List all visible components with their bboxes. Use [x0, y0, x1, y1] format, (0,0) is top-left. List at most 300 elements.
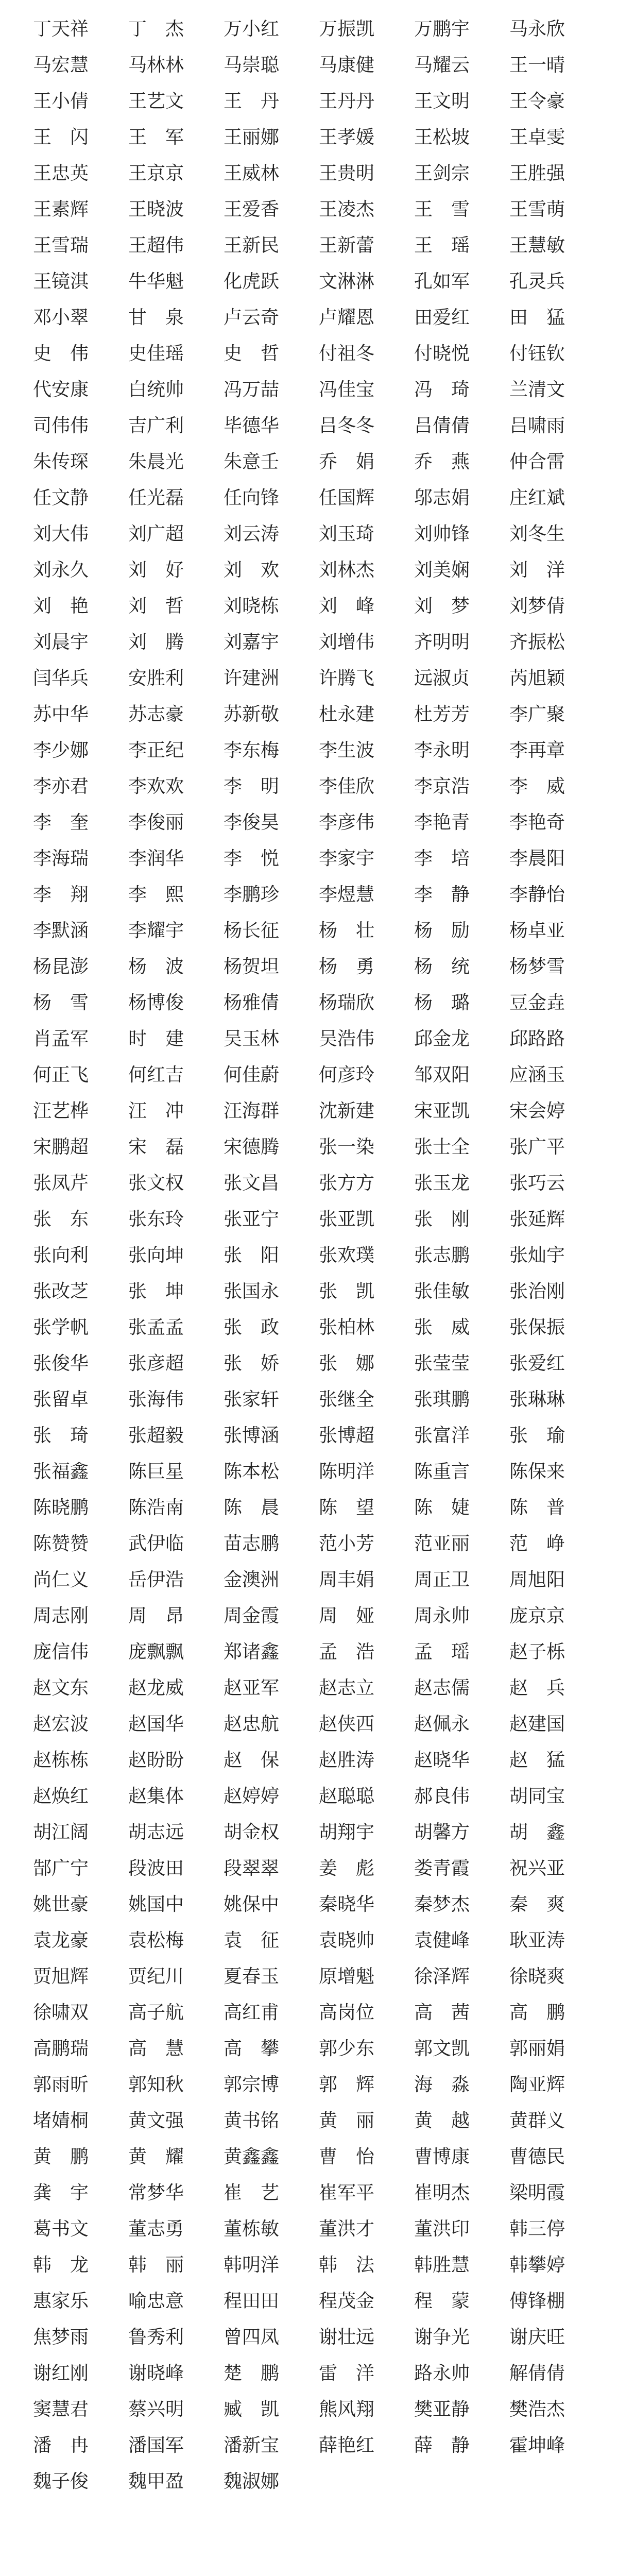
- name-entry: 姚保中: [224, 1894, 280, 1915]
- name-entry: 程田田: [224, 2291, 280, 2312]
- name-entry: 袁健峰: [414, 1930, 470, 1951]
- name-entry: 张琪鹏: [414, 1389, 470, 1410]
- name-entry: 陈 晨: [224, 1497, 280, 1518]
- name-entry: 潘国军: [128, 2435, 184, 2456]
- name-entry: 周 昂: [128, 1605, 184, 1626]
- name-entry: 汪艺桦: [33, 1100, 89, 1122]
- name-entry: 乔 娟: [319, 451, 375, 472]
- name-entry: 李俊昊: [224, 812, 280, 833]
- name-entry: 韩明洋: [224, 2255, 280, 2276]
- name-entry: 郑诸鑫: [224, 1641, 280, 1663]
- name-entry: 任光磊: [128, 487, 184, 509]
- name-entry: 雷 洋: [319, 2363, 375, 2384]
- name-entry: 程茂金: [319, 2291, 375, 2312]
- name-entry: 崔明杰: [414, 2182, 470, 2204]
- name-entry: 张 坤: [128, 1281, 184, 1302]
- name-entry: 齐明明: [414, 632, 470, 653]
- name-entry: 高 鹏: [509, 2002, 565, 2023]
- name-entry: 史佳瑶: [128, 343, 184, 364]
- name-entry: 姚世豪: [33, 1894, 89, 1915]
- name-entry: 张福鑫: [33, 1461, 89, 1482]
- name-entry: 刘美娴: [414, 560, 470, 581]
- name-entry: 闫华兵: [33, 668, 89, 689]
- name-entry: 姚国中: [128, 1894, 184, 1915]
- name-entry: 乔 燕: [414, 451, 470, 472]
- name-entry: 刘帅锋: [414, 523, 470, 545]
- name-entry: 张海伟: [128, 1389, 184, 1410]
- name-entry: 陈 婕: [414, 1497, 470, 1518]
- name-entry: 周金霞: [224, 1605, 280, 1626]
- name-entry: 杨 雪: [33, 992, 89, 1013]
- name-entry: 文淋淋: [319, 271, 375, 292]
- name-entry: 高 攀: [224, 2038, 280, 2059]
- name-entry: 陈赞赞: [33, 1533, 89, 1554]
- name-entry: 庞京京: [509, 1605, 565, 1626]
- name-entry: 秦晓华: [319, 1894, 375, 1915]
- name-entry: 王爱香: [224, 199, 280, 220]
- name-entry: 刘 欢: [224, 560, 280, 581]
- name-entry: 李永明: [414, 740, 470, 761]
- name-entry: 杨贺坦: [224, 956, 280, 977]
- name-entry: 王艺文: [128, 91, 184, 112]
- name-entry: 曾四凤: [224, 2327, 280, 2348]
- name-entry: 范小芳: [319, 1533, 375, 1554]
- name-entry: 张一染: [319, 1137, 375, 1158]
- name-entry: 冯 琦: [414, 379, 470, 400]
- name-entry: 张继全: [319, 1389, 375, 1410]
- name-entry: 张博超: [319, 1425, 375, 1446]
- name-entry: 袁龙豪: [33, 1930, 89, 1951]
- name-entry: 葛书文: [33, 2218, 89, 2240]
- name-entry: 刘广超: [128, 523, 184, 545]
- name-entry: 何红吉: [128, 1064, 184, 1086]
- name-entry: 段波田: [128, 1858, 184, 1879]
- name-entry: 杜永建: [319, 704, 375, 725]
- name-entry: 高红甫: [224, 2002, 280, 2023]
- name-entry: 潘 冉: [33, 2435, 89, 2456]
- name-entry: 沈新建: [319, 1100, 375, 1122]
- name-entry: 刘大伟: [33, 523, 89, 545]
- name-entry: 董洪印: [414, 2218, 470, 2240]
- name-entry: 李俊丽: [128, 812, 184, 833]
- name-entry: 何正飞: [33, 1064, 89, 1086]
- name-entry: 祝兴亚: [509, 1858, 565, 1879]
- name-entry: 刘 艳: [33, 596, 89, 617]
- name-entry: 应涵玉: [509, 1064, 565, 1086]
- name-entry: 甘 泉: [128, 307, 184, 328]
- name-entry: 马宏慧: [33, 55, 89, 76]
- name-entry: 张 政: [224, 1317, 280, 1338]
- name-entry: 秦 爽: [509, 1894, 565, 1915]
- name-entry: 杨梦雪: [509, 956, 565, 977]
- name-entry: 王 军: [128, 127, 184, 148]
- name-entry: 杨长征: [224, 920, 280, 941]
- name-entry: 王凌杰: [319, 199, 375, 220]
- name-entry: 李欢欢: [128, 776, 184, 797]
- name-entry: 陈重言: [414, 1461, 470, 1482]
- name-entry: 吉广利: [128, 415, 184, 436]
- name-entry: 赵盼盼: [128, 1750, 184, 1771]
- name-entry: 张 娇: [224, 1353, 280, 1374]
- name-entry: 刘 洋: [509, 560, 565, 581]
- name-entry: 刘 好: [128, 560, 184, 581]
- name-entry: 陈 普: [509, 1497, 565, 1518]
- name-entry: 汪海群: [224, 1100, 280, 1122]
- name-entry: 白统帅: [128, 379, 184, 400]
- name-entry: 卢云奇: [224, 307, 280, 328]
- name-entry: 刘晓栋: [224, 596, 280, 617]
- name-list: [33, 11, 605, 2500]
- name-entry: 宋会婷: [509, 1100, 565, 1122]
- name-entry: 杨瑞欣: [319, 992, 375, 1013]
- name-entry: 耿亚涛: [509, 1930, 565, 1951]
- name-entry: 魏甲盈: [128, 2471, 184, 2492]
- name-entry: 刘云涛: [224, 523, 280, 545]
- name-entry: 张学帆: [33, 1317, 89, 1338]
- name-entry: 焦梦雨: [33, 2327, 89, 2348]
- name-entry: 张方方: [319, 1173, 375, 1194]
- name-entry: 吕冬冬: [319, 415, 375, 436]
- name-entry: 杨 波: [128, 956, 184, 977]
- name-entry: 邓小翠: [33, 307, 89, 328]
- name-entry: 窦慧君: [33, 2399, 89, 2420]
- name-entry: 赵晓华: [414, 1750, 470, 1771]
- name-entry: 赵忠航: [224, 1714, 280, 1735]
- name-entry: 周志刚: [33, 1605, 89, 1626]
- name-entry: 汪 冲: [128, 1100, 184, 1122]
- name-entry: 王孝媛: [319, 127, 375, 148]
- name-entry: 薛艳红: [319, 2435, 375, 2456]
- name-entry: 高 慧: [128, 2038, 184, 2059]
- name-entry: 马林林: [128, 55, 184, 76]
- name-entry: 李艳奇: [509, 812, 565, 833]
- name-entry: 马耀云: [414, 55, 470, 76]
- name-entry: 吕啸雨: [509, 415, 565, 436]
- name-entry: 潘新宝: [224, 2435, 280, 2456]
- name-entry: 张 琦: [33, 1425, 89, 1446]
- name-entry: 刘冬生: [509, 523, 565, 545]
- name-entry: 肖孟军: [33, 1028, 89, 1049]
- name-entry: 郭少东: [319, 2038, 375, 2059]
- name-entry: 马永欣: [509, 19, 565, 40]
- name-entry: 王 闪: [33, 127, 89, 148]
- name-entry: 冯万喆: [224, 379, 280, 400]
- name-entry: 梁明霞: [509, 2182, 565, 2204]
- name-entry: 鲁秀利: [128, 2327, 184, 2348]
- name-entry: 张玉龙: [414, 1173, 470, 1194]
- name-entry: 李东梅: [224, 740, 280, 761]
- name-entry: 许建洲: [224, 668, 280, 689]
- name-entry: 惠家乐: [33, 2291, 89, 2312]
- name-entry: 王贵明: [319, 163, 375, 184]
- name-entry: 杨雅倩: [224, 992, 280, 1013]
- name-entry: 胡江阔: [33, 1822, 89, 1843]
- name-entry: 黄群义: [509, 2110, 565, 2131]
- name-entry: 崔 艺: [224, 2182, 280, 2204]
- name-entry: 张亚宁: [224, 1209, 280, 1230]
- name-entry: 王令豪: [509, 91, 565, 112]
- name-entry: 胡同宝: [509, 1786, 565, 1807]
- name-entry: 孔如军: [414, 271, 470, 292]
- name-entry: 牛华魁: [128, 271, 184, 292]
- name-entry: 刘梦倩: [509, 596, 565, 617]
- name-entry: 吴玉林: [224, 1028, 280, 1049]
- name-entry: 张孟孟: [128, 1317, 184, 1338]
- name-entry: 曹德民: [509, 2146, 565, 2167]
- name-entry: 路永帅: [414, 2363, 470, 2384]
- name-entry: 刘永久: [33, 560, 89, 581]
- name-entry: 张向利: [33, 1245, 89, 1266]
- name-entry: 韩胜慧: [414, 2255, 470, 2276]
- name-entry: 赵志儒: [414, 1677, 470, 1699]
- name-entry: 尚仁义: [33, 1569, 89, 1590]
- name-entry: 孔灵兵: [509, 271, 565, 292]
- name-entry: 张彦超: [128, 1353, 184, 1374]
- name-entry: 霍坤峰: [509, 2435, 565, 2456]
- name-entry: 张 东: [33, 1209, 89, 1230]
- name-entry: 孟 浩: [319, 1641, 375, 1663]
- name-entry: 张佳敏: [414, 1281, 470, 1302]
- name-entry: 赵焕红: [33, 1786, 89, 1807]
- name-entry: 王胜强: [509, 163, 565, 184]
- name-entry: 崔军平: [319, 2182, 375, 2204]
- name-entry: 李煜慧: [319, 884, 375, 905]
- name-entry: 徐泽辉: [414, 1966, 470, 1987]
- name-entry: 谢庆旺: [509, 2327, 565, 2348]
- name-entry: 龚 宇: [33, 2182, 89, 2204]
- name-entry: 郭 辉: [319, 2074, 375, 2095]
- name-entry: 王丽娜: [224, 127, 280, 148]
- name-entry: 王小倩: [33, 91, 89, 112]
- name-entry: 王镜淇: [33, 271, 89, 292]
- name-entry: 李 悦: [224, 848, 280, 869]
- name-entry: 李 威: [509, 776, 565, 797]
- name-entry: 齐振松: [509, 632, 565, 653]
- name-entry: 王 丹: [224, 91, 280, 112]
- name-entry: 李生波: [319, 740, 375, 761]
- name-entry: 胡馨方: [414, 1822, 470, 1843]
- name-entry: 邱路路: [509, 1028, 565, 1049]
- name-entry: 赵文东: [33, 1677, 89, 1699]
- name-entry: 李鹏珍: [224, 884, 280, 905]
- name-entry: 张文权: [128, 1173, 184, 1194]
- name-entry: 张保振: [509, 1317, 565, 1338]
- name-entry: 董志勇: [128, 2218, 184, 2240]
- name-entry: 司伟伟: [33, 415, 89, 436]
- name-entry: 张士全: [414, 1137, 470, 1158]
- name-entry: 宋鹏超: [33, 1137, 89, 1158]
- name-entry: 李亦君: [33, 776, 89, 797]
- name-entry: 张凤芹: [33, 1173, 89, 1194]
- name-entry: 陈本松: [224, 1461, 280, 1482]
- name-entry: 马康健: [319, 55, 375, 76]
- name-entry: 张欢璞: [319, 1245, 375, 1266]
- name-entry: 赵子栎: [509, 1641, 565, 1663]
- name-entry: 张 刚: [414, 1209, 470, 1230]
- name-entry: 韩攀婷: [509, 2255, 565, 2276]
- name-entry: 王雪萌: [509, 199, 565, 220]
- name-entry: 刘 腾: [128, 632, 184, 653]
- name-entry: 赵 猛: [509, 1750, 565, 1771]
- name-entry: 李 翔: [33, 884, 89, 905]
- name-entry: 原增魁: [319, 1966, 375, 1987]
- name-entry: 吕倩倩: [414, 415, 470, 436]
- name-entry: 张向坤: [128, 1245, 184, 1266]
- name-entry: 杨 励: [414, 920, 470, 941]
- name-entry: 赵亚军: [224, 1677, 280, 1699]
- name-entry: 宋 磊: [128, 1137, 184, 1158]
- name-entry: 王雪瑞: [33, 235, 89, 256]
- name-entry: 王慧敏: [509, 235, 565, 256]
- name-entry: 韩 丽: [128, 2255, 184, 2276]
- name-entry: 田 猛: [509, 307, 565, 328]
- name-entry: 何彦玲: [319, 1064, 375, 1086]
- name-entry: 杨 勇: [319, 956, 375, 977]
- name-entry: 王剑宗: [414, 163, 470, 184]
- name-entry: 赵胜涛: [319, 1750, 375, 1771]
- name-entry: 黄 越: [414, 2110, 470, 2131]
- name-entry: 高岗位: [319, 2002, 375, 2023]
- name-entry: 万鹏宇: [414, 19, 470, 40]
- name-entry: 宋德腾: [224, 1137, 280, 1158]
- name-entry: 赵宏波: [33, 1714, 89, 1735]
- name-entry: 杨昆澎: [33, 956, 89, 977]
- name-entry: 谢晓峰: [128, 2363, 184, 2384]
- name-entry: 邹双阳: [414, 1064, 470, 1086]
- name-entry: 豆金垚: [509, 992, 565, 1013]
- name-entry: 胡翔宇: [319, 1822, 375, 1843]
- name-entry: 化虎跃: [224, 271, 280, 292]
- name-entry: 郜广宁: [33, 1858, 89, 1879]
- name-entry: 张爱红: [509, 1353, 565, 1374]
- name-entry: 李晨阳: [509, 848, 565, 869]
- name-entry: 李正纪: [128, 740, 184, 761]
- name-entry: 李润华: [128, 848, 184, 869]
- name-entry: 苗志鹏: [224, 1533, 280, 1554]
- name-entry: 王 雪: [414, 199, 470, 220]
- name-entry: 李彦伟: [319, 812, 375, 833]
- name-entry: 王忠英: [33, 163, 89, 184]
- name-entry: 何佳蔚: [224, 1064, 280, 1086]
- name-entry: 李少娜: [33, 740, 89, 761]
- name-entry: 秦梦杰: [414, 1894, 470, 1915]
- name-entry: 陈保来: [509, 1461, 565, 1482]
- name-entry: 徐啸双: [33, 2002, 89, 2023]
- name-entry: 陈 望: [319, 1497, 375, 1518]
- name-entry: 魏子俊: [33, 2471, 89, 2492]
- name-entry: 张 娜: [319, 1353, 375, 1374]
- name-entry: 赵聪聪: [319, 1786, 375, 1807]
- name-entry: 赵侠西: [319, 1714, 375, 1735]
- name-entry: 魏淑娜: [224, 2471, 280, 2492]
- name-entry: 李耀宇: [128, 920, 184, 941]
- name-entry: 田爱红: [414, 307, 470, 328]
- name-entry: 范 峥: [509, 1533, 565, 1554]
- name-entry: 宋亚凯: [414, 1100, 470, 1122]
- name-entry: 王松坡: [414, 127, 470, 148]
- name-entry: 熊风翔: [319, 2399, 375, 2420]
- name-entry: 冯佳宝: [319, 379, 375, 400]
- name-entry: 曹博康: [414, 2146, 470, 2167]
- name-entry: 贾旭辉: [33, 1966, 89, 1987]
- name-entry: 王 瑶: [414, 235, 470, 256]
- name-entry: 张莹莹: [414, 1353, 470, 1374]
- name-entry: 谢红刚: [33, 2363, 89, 2384]
- name-entry: 任向锋: [224, 487, 280, 509]
- name-entry: 袁松梅: [128, 1930, 184, 1951]
- name-entry: 任国辉: [319, 487, 375, 509]
- name-entry: 李广聚: [509, 704, 565, 725]
- name-entry: 刘 哲: [128, 596, 184, 617]
- name-entry: 刘林杰: [319, 560, 375, 581]
- name-entry: 袁晓帅: [319, 1930, 375, 1951]
- name-entry: 李京浩: [414, 776, 470, 797]
- name-entry: 王晓波: [128, 199, 184, 220]
- name-entry: 常梦华: [128, 2182, 184, 2204]
- name-entry: 史 哲: [224, 343, 280, 364]
- name-entry: 时 建: [128, 1028, 184, 1049]
- name-entry: 傅锋棚: [509, 2291, 565, 2312]
- name-entry: 杨 璐: [414, 992, 470, 1013]
- name-entry: 芮旭颖: [509, 668, 565, 689]
- name-entry: 贾纪川: [128, 1966, 184, 1987]
- name-entry: 付祖冬: [319, 343, 375, 364]
- name-entry: 谢壮远: [319, 2327, 375, 2348]
- name-entry: 黄 耀: [128, 2146, 184, 2167]
- name-entry: 楚 鹏: [224, 2363, 280, 2384]
- name-entry: 周永帅: [414, 1605, 470, 1626]
- name-entry: 王卓雯: [509, 127, 565, 148]
- name-entry: 袁 征: [224, 1930, 280, 1951]
- name-entry: 李 培: [414, 848, 470, 869]
- name-entry: 李 奎: [33, 812, 89, 833]
- name-entry: 张志鹏: [414, 1245, 470, 1266]
- name-entry: 王文明: [414, 91, 470, 112]
- name-entry: 苏中华: [33, 704, 89, 725]
- name-entry: 周正卫: [414, 1569, 470, 1590]
- name-entry: 安胜利: [128, 668, 184, 689]
- name-entry: 李艳青: [414, 812, 470, 833]
- name-entry: 王超伟: [128, 235, 184, 256]
- name-entry: 李 熙: [128, 884, 184, 905]
- name-entry: 张 凯: [319, 1281, 375, 1302]
- name-entry: 黄 丽: [319, 2110, 375, 2131]
- name-entry: 赵栋栋: [33, 1750, 89, 1771]
- name-entry: 郭文凯: [414, 2038, 470, 2059]
- name-entry: 张治刚: [509, 1281, 565, 1302]
- name-entry: 邱金龙: [414, 1028, 470, 1049]
- name-entry: 邬志娟: [414, 487, 470, 509]
- name-entry: 董洪才: [319, 2218, 375, 2240]
- name-entry: 张文昌: [224, 1173, 280, 1194]
- name-entry: 张俊华: [33, 1353, 89, 1374]
- name-entry: 李默涵: [33, 920, 89, 941]
- name-entry: 张亚凯: [319, 1209, 375, 1230]
- name-entry: 周 娅: [319, 1605, 375, 1626]
- name-entry: 郝良伟: [414, 1786, 470, 1807]
- name-entry: 杜芳芳: [414, 704, 470, 725]
- name-entry: 赵 保: [224, 1750, 280, 1771]
- name-entry: 海 淼: [414, 2074, 470, 2095]
- name-entry: 陈晓鹏: [33, 1497, 89, 1518]
- name-entry: 赵志立: [319, 1677, 375, 1699]
- name-entry: 刘玉琦: [319, 523, 375, 545]
- name-entry: 王新蕾: [319, 235, 375, 256]
- name-entry: 张 威: [414, 1317, 470, 1338]
- name-entry: 蔡兴明: [128, 2399, 184, 2420]
- name-entry: 金澳洲: [224, 1569, 280, 1590]
- name-entry: 许腾飞: [319, 668, 375, 689]
